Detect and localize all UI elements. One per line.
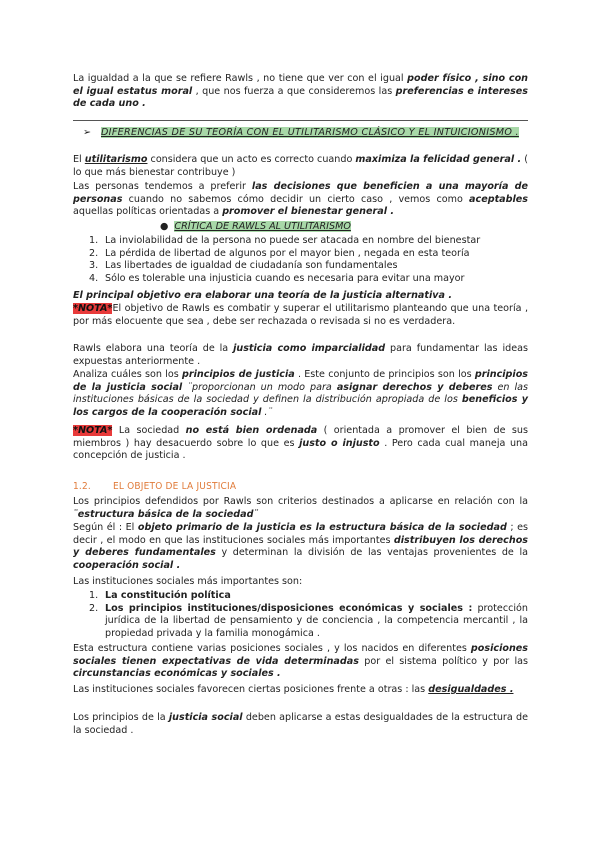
arrow-bullet-icon: ➢ — [83, 127, 92, 138]
heading-text: DIFERENCIAS DE SU TEORÍA CON EL UTILITARISMO CLÁSICO Y EL INTUICIONISMO . — [101, 127, 519, 138]
list-number: 4. — [89, 272, 99, 284]
emphasis: circunstancias económicas y sociales . — [73, 668, 281, 680]
list-item — [73, 260, 528, 273]
emphasis: distribuyen los derechos y deberes fundamentales — [73, 534, 529, 559]
heading-diferencias — [73, 127, 528, 140]
emphasis: ¨estructura básica de la sociedad¨ — [73, 508, 259, 520]
text: Rawls elabora una teoría de la — [73, 343, 234, 354]
text: cuando no sabemos cómo decidir un cierto caso , vemos como — [122, 193, 470, 205]
text: ( lo que más bienestar contribuye ) — [73, 154, 529, 178]
text: Esta estructura contiene varias posiciones sociales , y los nacidos en diferentes — [73, 643, 471, 654]
quote: .¨ — [261, 406, 273, 418]
section-number: 1.2. — [73, 481, 91, 492]
emphasis: cooperación social . — [73, 559, 181, 571]
paragraph-imparcialidad — [73, 343, 528, 368]
text: y determinan la división de las ventajas provenientes de la — [215, 547, 528, 559]
list-text: La inviolabilidad de la persona no puede ser atacada en nombre del bienestar — [105, 235, 481, 246]
text: ; es decir , el modo en que las instituciones sociales más importantes — [73, 522, 528, 546]
nota-sociedad — [73, 425, 528, 463]
text: considera que un acto es correcto cuando — [147, 154, 356, 165]
text: Analiza cuáles son los — [73, 369, 182, 380]
emphasis: objeto primario de la justicia es la estructura básica de la sociedad — [137, 522, 507, 533]
text: Los principios de la — [73, 712, 169, 723]
emphasis: principios de la justicia social — [73, 369, 529, 393]
list-number: 2. — [89, 247, 99, 259]
section-heading: EL OBJETO DE LA JUSTICIA — [112, 481, 237, 492]
list-number: 1. — [89, 590, 99, 601]
quote: ¨proporcionan un modo para — [182, 381, 337, 393]
nota-badge: *NOTA* — [73, 303, 113, 314]
emphasis: utilitarismo — [84, 154, 148, 165]
paragraph-objetivo — [73, 290, 528, 303]
text: . Este conjunto de principios son los — [294, 369, 475, 380]
emphasis: no está bien ordenada — [185, 425, 318, 436]
text: , que nos fuerza a que consideremos las — [192, 85, 396, 97]
paragraph-utilitarismo — [73, 154, 528, 179]
emphasis: asignar derechos y deberes — [336, 381, 493, 393]
emphasis: justicia como imparcialidad — [233, 343, 386, 354]
list-text: La constitución política — [105, 590, 231, 601]
list-item — [73, 235, 528, 248]
paragraph-segun — [73, 522, 528, 572]
paragraph-criterios — [73, 496, 528, 521]
emphasis: las decisiones que beneficien a una mayoría de personas — [73, 181, 528, 205]
list-text: protección jurídica de la libertad de pensamiento y de conciencia , la competencia mercantil , la propiedad privada y la familia monogámica . — [105, 602, 528, 639]
list-item — [73, 273, 528, 286]
list-number: 2. — [89, 602, 99, 614]
text: . Pero cada cual maneja una concepción de justicia . — [73, 437, 528, 462]
list-text: Sólo es tolerable una injusticia cuando es necesaria para evitar una mayor — [105, 272, 465, 284]
instituciones-list — [73, 590, 528, 640]
paragraph-instituciones — [73, 576, 528, 589]
text: La igualdad a la que se refiere Rawls , no tiene que ver con el igual — [73, 73, 408, 84]
text: ( orientada a promover el bien de sus miembros ) hay desacuerdo sobre lo que es — [73, 425, 528, 449]
emphasis: beneficios y los cargos de la cooperación social — [73, 394, 528, 418]
text: El objetivo de Rawls es combatir y superar el utilitarismo planteando que una teoría , por más elocuente que sea , debe ser rechazada o revisada si no es verdadera. — [73, 303, 528, 327]
section-title — [73, 481, 236, 492]
text: Según él : El — [73, 522, 138, 533]
nota-rawls — [73, 303, 528, 328]
dot-bullet-icon: ● — [160, 221, 169, 232]
emphasis: maximiza la felicidad general . — [355, 154, 522, 165]
text: por el sistema político y por las — [358, 655, 529, 667]
emphasis: preferencias e intereses de cada uno . — [73, 85, 529, 110]
list-item — [73, 590, 528, 603]
heading-text: CRÍTICA DE RAWLS AL UTILITARISMO — [174, 221, 351, 232]
paragraph-igualdad — [73, 73, 528, 111]
emphasis: justo o injusto — [299, 437, 380, 449]
list-number: 1. — [89, 235, 99, 246]
emphasis: promover el bienestar general . — [222, 206, 394, 218]
critica-list — [73, 235, 528, 285]
paragraph-desigualdades — [73, 684, 528, 697]
quote: en las instituciones básicas de la sociedad y definen la distribución apropiada de los — [73, 381, 528, 406]
text: Las instituciones sociales favorecen ciertas posiciones frente a otras : las — [73, 684, 429, 695]
paragraph-estructura — [73, 643, 528, 681]
text: Los principios defendidos por Rawls son criterios destinados a aplicarse en relación con la — [73, 496, 528, 507]
list-number: 3. — [89, 260, 99, 272]
emphasis: desigualdades . — [428, 684, 514, 695]
paragraph-justicia-social — [73, 712, 528, 737]
list-item — [73, 603, 528, 641]
paragraph-principios — [73, 369, 528, 419]
heading-critica — [160, 221, 460, 234]
text: La sociedad — [112, 425, 186, 436]
paragraph-personas — [73, 181, 528, 219]
emphasis: aceptables — [469, 193, 528, 205]
nota-badge: *NOTA* — [73, 425, 113, 436]
text: para fundamentar las ideas expuestas anteriormente . — [73, 343, 528, 367]
list-text: Las libertades de igualdad de ciudadanía son fundamentales — [105, 260, 398, 272]
divider — [73, 120, 528, 121]
emphasis: justicia social — [168, 712, 243, 723]
emphasis: El principal objetivo era elaborar una teoría de la justicia alternativa . — [73, 290, 452, 301]
list-item — [73, 248, 528, 261]
text: Las instituciones sociales más importantes son: — [73, 576, 303, 587]
emphasis: poder físico , sino con el igual estatus moral — [73, 73, 528, 97]
list-text: La pérdida de libertad de algunos por el mayor bien , negada en esta teoría — [105, 247, 470, 259]
list-text-bold: Los principios instituciones/disposiciones económicas y sociales : — [105, 602, 473, 614]
text: aquellas políticas orientadas a — [73, 206, 223, 218]
emphasis: posiciones sociales tienen expectativas de vida determinadas — [73, 643, 528, 667]
text: deben aplicarse a estas desigualdades de la estructura de la sociedad . — [73, 712, 528, 736]
text: El — [73, 154, 85, 165]
text: Las personas tendemos a preferir — [73, 181, 252, 192]
emphasis: principios de justicia — [181, 369, 295, 380]
